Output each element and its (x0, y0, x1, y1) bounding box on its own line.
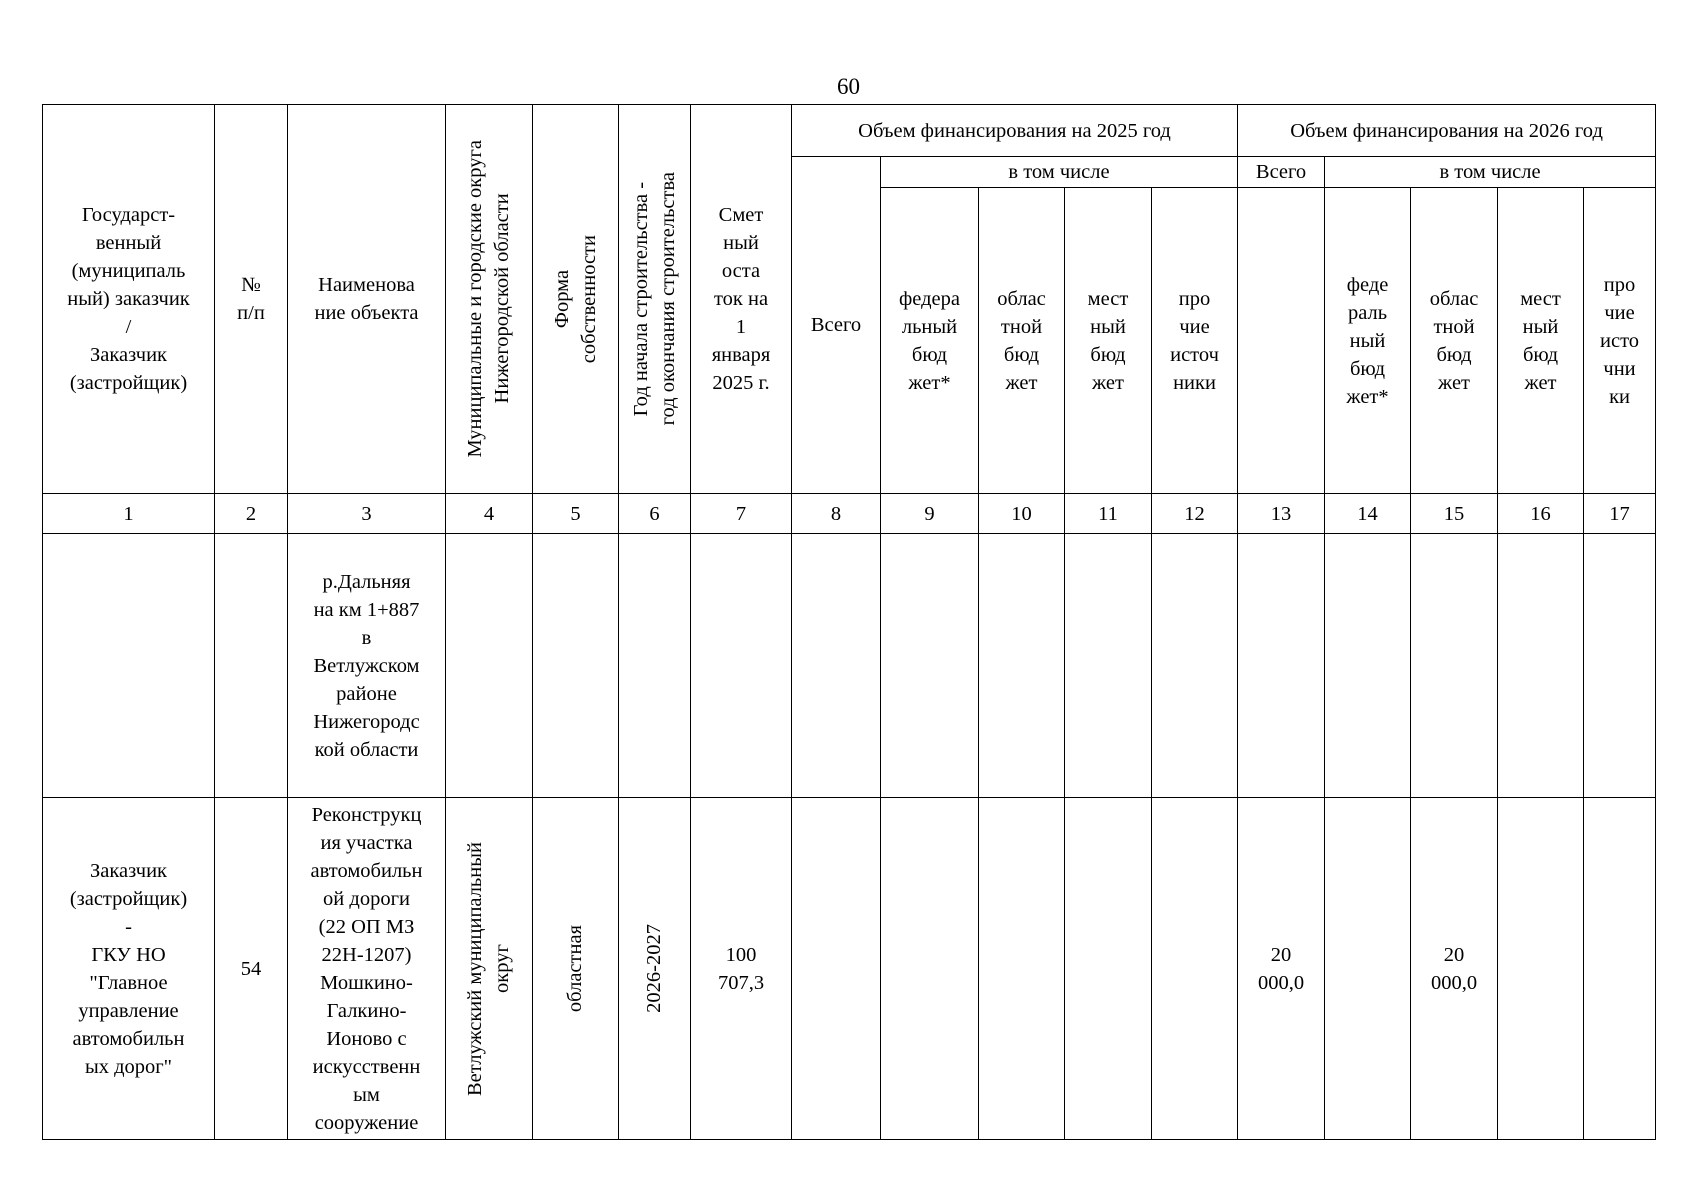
header-funding-2026: Объем финансирования на 2026 год (1238, 105, 1656, 157)
header-regional-2025: облас тной бюд жет (979, 188, 1065, 494)
row-years: 2026-2027 (643, 924, 665, 1013)
column-number: 3 (288, 494, 446, 534)
row-local-2026 (1498, 534, 1584, 798)
row-other-2026 (1584, 534, 1656, 798)
header-local-2026: мест ный бюд жет (1498, 188, 1584, 494)
row-regional-2025 (979, 798, 1065, 1140)
column-number: 5 (533, 494, 619, 534)
row-years (619, 534, 691, 798)
row-total-2026 (1238, 534, 1325, 798)
column-number: 12 (1152, 494, 1238, 534)
header-estimate: Смет ный оста ток на 1 января 2025 г. (691, 105, 792, 494)
header-districts-cell (446, 105, 533, 494)
page-number: 60 (837, 74, 860, 99)
column-number: 4 (446, 494, 533, 534)
row-federal-2026 (1325, 798, 1411, 1140)
table-row (43, 534, 1656, 798)
header-total-2025: Всего (792, 157, 881, 494)
header-years: Год начала строительства - год окончания строительства (629, 172, 679, 426)
header-funding-2025: Объем финансирования на 2025 год (792, 105, 1238, 157)
row-estimate: 100 707,3 (691, 798, 792, 1140)
row-local-2026 (1498, 798, 1584, 1140)
column-number: 10 (979, 494, 1065, 534)
header-districts: Муниципальные и городские округа Нижегородской области (464, 140, 513, 458)
header-years-cell (619, 105, 691, 494)
header-incl-2025: в том числе (881, 157, 1238, 188)
column-number: 6 (619, 494, 691, 534)
header-federal-2025: федера льный бюд жет* (881, 188, 979, 494)
row-customer: Заказчик (застройщик) - ГКУ НО "Главное управление автомобильн ых дорог" (43, 798, 215, 1140)
column-number: 17 (1584, 494, 1656, 534)
column-number: 8 (792, 494, 881, 534)
header-regional-2026: облас тной бюд жет (1411, 188, 1498, 494)
row-object-name: р.Дальняя на км 1+887 в Ветлужском районе Нижегородс кой области (288, 534, 446, 798)
column-number: 14 (1325, 494, 1411, 534)
header-row-1 (43, 105, 1656, 157)
header-other-2025: про чие источ ники (1152, 188, 1238, 494)
row-district (446, 534, 533, 798)
row-total-2025 (792, 534, 881, 798)
header-object-name: Наименова ние объекта (288, 105, 446, 494)
row-other-2026 (1584, 798, 1656, 1140)
column-number: 1 (43, 494, 215, 534)
row-num: 54 (215, 798, 288, 1140)
row-num (215, 534, 288, 798)
row-object-name: Реконструкц ия участка автомобильн ой дороги (22 ОП МЗ 22Н-1207) Мошкино- Галкино- Ионово с искусственн ым сооружение (288, 798, 446, 1140)
header-federal-2026: феде раль ный бюд жет* (1325, 188, 1411, 494)
row-federal-2026 (1325, 534, 1411, 798)
header-local-2025: мест ный бюд жет (1065, 188, 1152, 494)
row-ownership-cell (533, 798, 619, 1140)
column-number: 16 (1498, 494, 1584, 534)
row-regional-2026: 20 000,0 (1411, 798, 1498, 1140)
row-other-2025 (1152, 534, 1238, 798)
header-total-2026: Всего (1238, 157, 1325, 188)
header-incl-2026: в том числе (1325, 157, 1656, 188)
column-number-row (43, 494, 1656, 534)
header-total-2026-blank (1238, 188, 1325, 494)
row-ownership (533, 534, 619, 798)
row-years-cell (619, 798, 691, 1140)
column-number: 11 (1065, 494, 1152, 534)
column-number: 7 (691, 494, 792, 534)
row-local-2025 (1065, 798, 1152, 1140)
column-number: 9 (881, 494, 979, 534)
row-district-cell (446, 798, 533, 1140)
row-regional-2026 (1411, 534, 1498, 798)
financing-table (42, 104, 1656, 1140)
column-number: 15 (1411, 494, 1498, 534)
table-row (43, 798, 1656, 1140)
column-number: 2 (215, 494, 288, 534)
row-local-2025 (1065, 534, 1152, 798)
row-district: Ветлужский муниципальный округ (464, 841, 513, 1096)
header-ownership-cell (533, 105, 619, 494)
header-customer: Государст- венный (муниципаль ный) заказчик / Заказчик (застройщик) (43, 105, 215, 494)
row-federal-2025 (881, 534, 979, 798)
row-ownership: областная (564, 924, 586, 1013)
row-customer (43, 534, 215, 798)
row-total-2026: 20 000,0 (1238, 798, 1325, 1140)
row-regional-2025 (979, 534, 1065, 798)
row-estimate (691, 534, 792, 798)
row-total-2025 (792, 798, 881, 1140)
row-other-2025 (1152, 798, 1238, 1140)
column-number: 13 (1238, 494, 1325, 534)
header-ownership: Форма собственности (550, 234, 600, 364)
header-num: № п/п (215, 105, 288, 494)
row-federal-2025 (881, 798, 979, 1140)
header-other-2026: про чие исто чни ки (1584, 188, 1656, 494)
